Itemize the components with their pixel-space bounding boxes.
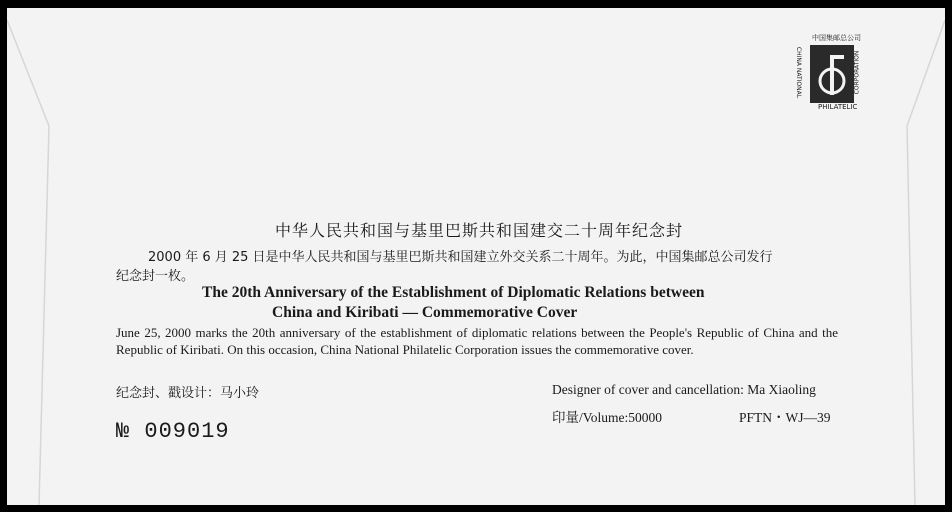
chinese-title: 中华人民共和国与基里巴斯共和国建交二十周年纪念封 xyxy=(275,221,684,240)
chinese-body-line-2: 纪念封一枚。 xyxy=(116,269,195,284)
serial-number: № 009019 xyxy=(116,419,230,444)
english-title-line-1: The 20th Anniversary of the Establishment of Diplomatic Relations between xyxy=(202,284,705,301)
english-designer-credit: Designer of cover and cancellation: Ma Xiaoling xyxy=(552,382,816,397)
cnpc-logo xyxy=(795,33,866,113)
english-title-line-2: China and Kiribati — Commemorative Cover xyxy=(272,304,578,321)
logo-top-text: 中国集邮总公司 xyxy=(812,34,861,42)
logo-bottom-text: PHILATELIC xyxy=(818,103,858,111)
logo-right-text: CORPORATION xyxy=(853,50,861,95)
cover-code: PFTN・WJ—39 xyxy=(739,410,831,425)
english-body: June 25, 2000 marks the 20th anniversary of the establishment of diplomatic relations between the People's Republic of China and the Republic of Kiribati. On this occasion, China National Philatelic Corporation issues the commemorative cover. xyxy=(116,325,838,357)
logo-left-text: CHINA NATIONAL xyxy=(795,46,803,99)
chinese-designer-credit: 纪念封、戳设计：马小玲 xyxy=(116,386,260,401)
chinese-body-line-1: 2000 年 6 月 25 日是中华人民共和国与基里巴斯共和国建立外交关系二十周年。为此，中国集邮总公司发行 xyxy=(148,250,773,265)
print-volume: 印量/Volume:50000 xyxy=(552,410,663,425)
